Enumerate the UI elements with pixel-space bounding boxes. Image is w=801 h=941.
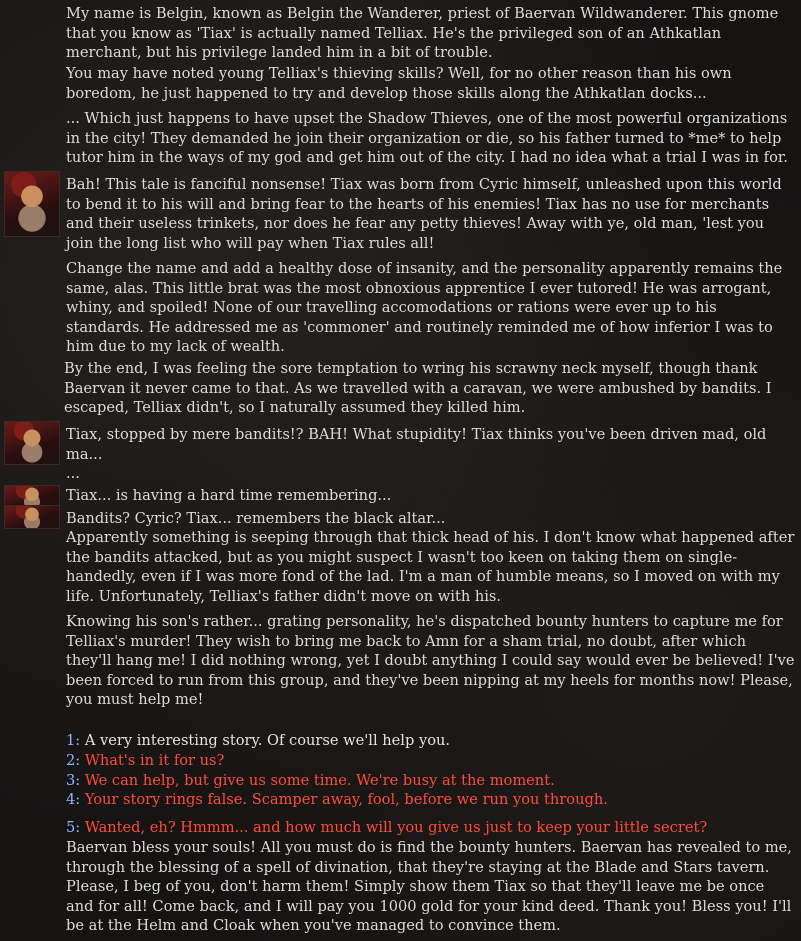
dialog-entry-belgin-reply: Baervan bless your souls! All you must do is find the bounty hunters. Baervan has revealed to me, through the blessing of a spell of divination, that they're staying at the Blade and Stars tavern. Please, I beg of you, don't harm them! Simply show them Tiax so that they'll leave me be once and for all! Come back, and I will pay you 1000 gold for your kind deed. Thank you! Bless you! I'll be at the Helm and Cloak when you've managed to convince them.: [66, 839, 792, 935]
option-number: 2:: [66, 751, 81, 769]
tiax-portrait-icon: [4, 505, 60, 529]
option-number: 4:: [66, 791, 81, 809]
dialog-option-2[interactable]: [66, 751, 796, 771]
option-text: Your story rings false. Scamper away, fool, before we run you through.: [84, 791, 608, 809]
dialog-entry-belgin: Change the name and add a healthy dose of insanity, and the personality apparently remains the same, alas. This little brat was the most obnoxious apprentice I ever tutored! He was arrogant, whiny, and spoiled! None of our travelling accomodations or rations were ever up to his standards. He addressed me as 'commoner' and routinely reminded me of how inferior I was to him due to my lack of wealth.: [66, 260, 783, 356]
dialog-entry-belgin: You may have noted young Telliax's thieving skills? Well, for no other reason than his own boredom, he just happened to try and develop those skills along the Athkatlan docks...: [66, 65, 732, 102]
dialog-entry-belgin: ... Which just happens to have upset the Shadow Thieves, one of the most powerful organizations in the city! They demanded he join their organization or die, so his father turned to *me* to help tutor him in the ways of my god and get him out of the city. I had no idea what a trial I was in for.: [66, 110, 788, 167]
dialog-entry-tiax: Tiax, stopped by mere bandits!? BAH! What stupidity! Tiax thinks you've been driven mad, old ma...: [66, 426, 767, 463]
option-number: 1:: [66, 732, 81, 749]
tiax-portrait-icon: [4, 171, 60, 237]
dialog-options: [66, 731, 796, 838]
dialog-option-4[interactable]: [66, 790, 796, 810]
dialog-entry-tiax: Tiax... is having a hard time remembering...: [66, 487, 392, 504]
dialog-entry-belgin: By the end, I was feeling the sore temptation to wring his scrawny neck myself, though thank Baervan it never came to that. As we travelled with a caravan, we were ambushed by bandits. I escaped, Telliax didn't, so I naturally assumed they killed him.: [64, 360, 772, 417]
option-text: What's in it for us?: [84, 751, 225, 769]
dialog-entry-tiax: ...: [66, 465, 80, 482]
option-text: Wanted, eh? Hmmm... and how much will you give us just to keep your little secret?: [84, 819, 708, 837]
dialog-entry-belgin: Apparently something is seeping through that thick head of his. I don't know what happened after the bandits attacked, but as you might suspect I wasn't too keen on taking them on single-handedly, even if I was more fond of the lad. I'm a man of humble means, so I moved on with my life. Unfortunately, Telliax's father didn't move on with his.: [66, 529, 795, 605]
option-text: We can help, but give us some time. We're busy at the moment.: [84, 771, 555, 789]
dialog-option-5[interactable]: [66, 818, 796, 838]
option-text: A very interesting story. Of course we'll help you.: [84, 732, 451, 749]
dialog-entry-belgin: Knowing his son's rather... grating personality, he's dispatched bounty hunters to capture me for Telliax's murder! They wish to bring me back to Amn for a sham trial, no doubt, after which they'll hang me! I did nothing wrong, yet I doubt anything I could say would ever be believed! I've been forced to run from this group, and they've been nipping at my heels for months now! Please, you must help me!: [66, 613, 795, 709]
dialog-option-3[interactable]: [66, 771, 796, 791]
option-number: 5:: [66, 819, 81, 837]
dialog-entry-tiax: Bandits? Cyric? Tiax... remembers the black altar...: [66, 510, 446, 527]
option-number: 3:: [66, 771, 81, 789]
dialog-entry-tiax: Bah! This tale is fanciful nonsense! Tiax was born from Cyric himself, unleashed upon this world to bend it to his will and bring fear to the hearts of his enemies! Tiax has no use for merchants and their useless trinkets, nor does he fear any petty thieves! Away with ye, old man, 'lest you join the long list who will pay when Tiax rules all!: [66, 176, 782, 252]
dialog-option-1[interactable]: [66, 731, 796, 751]
dialog-entry-belgin: My name is Belgin, known as Belgin the Wanderer, priest of Baervan Wildwanderer. This gnome that you know as 'Tiax' is actually named Telliax. He's the privileged son of an Athkatlan merchant, but his privilege landed him in a bit of trouble.: [66, 5, 779, 62]
tiax-portrait-icon: [4, 421, 60, 465]
